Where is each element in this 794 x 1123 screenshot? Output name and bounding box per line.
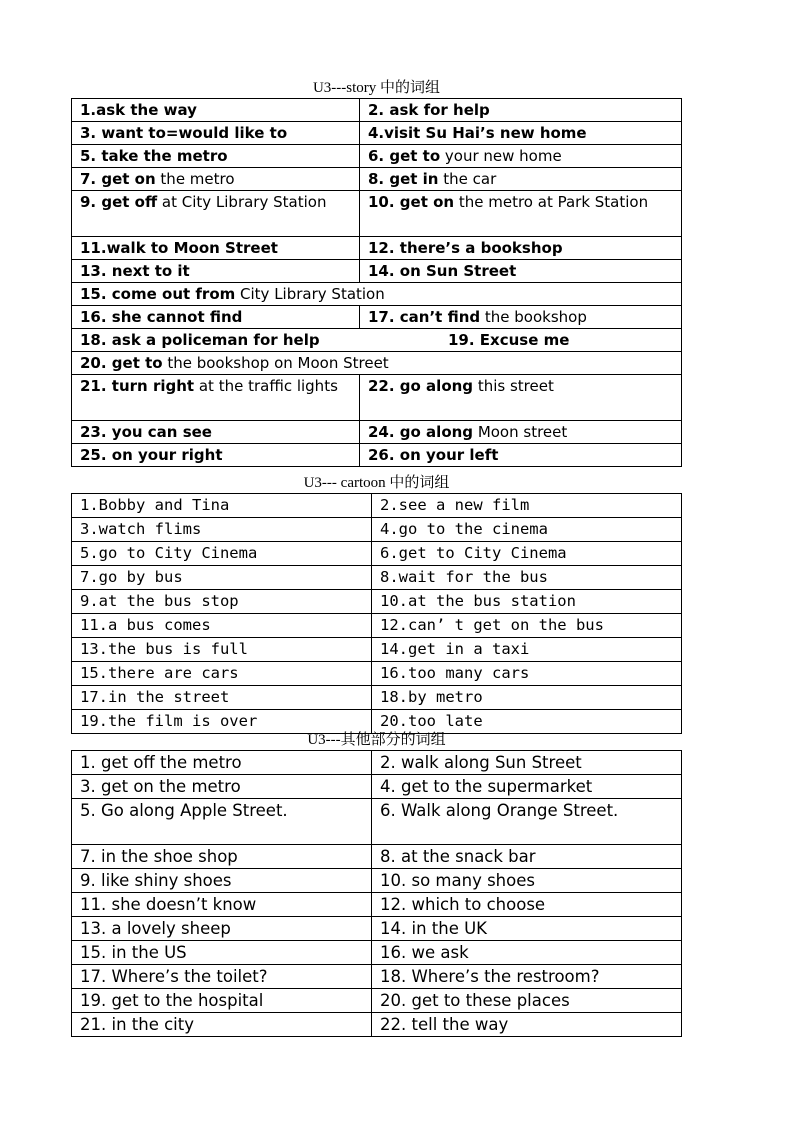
phrase-cell: 16. she cannot find [72,306,360,329]
phrase-cell: 5. take the metro [72,145,360,168]
table-row [72,614,682,638]
phrase-cell: 8. get in the car [360,168,682,191]
table-row [72,237,682,260]
table-row [72,662,682,686]
phrase-cell: 17. Where’s the toilet? [72,965,372,989]
phrase-cell: 17. can’t find the bookshop [360,306,682,329]
table-row [72,283,682,306]
phrase-cell: 5. Go along Apple Street. [72,799,372,845]
phrase-cell: 22. tell the way [372,1013,682,1037]
phrase-cell: 1.ask the way [72,99,360,122]
table-row [72,751,682,775]
phrase-cell: 26. on your left [360,444,682,467]
phrase-cell: 1. get off the metro [72,751,372,775]
phrase-cell: 25. on your right [72,444,360,467]
phrase-cell: 11.walk to Moon Street [72,237,360,260]
table-row [72,917,682,941]
table-row [72,893,682,917]
phrase-right: 19. Excuse me [448,331,570,349]
phrase-cell: 10. get on the metro at Park Station [360,191,682,237]
table-row [72,329,682,352]
phrase-cell: 6.get to City Cinema [372,542,682,566]
other-phrase-table [71,750,682,1037]
table-row [72,306,682,329]
phrase-cell: 24. go along Moon street [360,421,682,444]
phrase-cell: 5.go to City Cinema [72,542,372,566]
table-row [72,191,682,237]
table-row [72,260,682,283]
table-row [72,122,682,145]
phrase-cell: 11. she doesn’t know [72,893,372,917]
phrase-cell: 23. you can see [72,421,360,444]
phrase-cell: 22. go along this street [360,375,682,421]
phrase-cell: 20.too late [372,710,682,734]
phrase-cell: 17.in the street [72,686,372,710]
phrase-cell: 14.get in a taxi [372,638,682,662]
phrase-cell: 13. next to it [72,260,360,283]
phrase-cell: 6. get to your new home [360,145,682,168]
table-row [72,566,682,590]
phrase-cell: 3.watch flims [72,518,372,542]
section-title-other: U3---其他部分的词组 [307,732,446,748]
phrase-cell: 2. walk along Sun Street [372,751,682,775]
table-row [72,352,682,375]
phrase-cell: 12. which to choose [372,893,682,917]
table-row [72,869,682,893]
phrase-cell: 9. get off at City Library Station [72,191,360,237]
phrase-cell: 16.too many cars [372,662,682,686]
table-row [72,145,682,168]
phrase-cell: 13.the bus is full [72,638,372,662]
table-row [72,590,682,614]
phrase-cell: 3. want to=would like to [72,122,360,145]
phrase-cell: 13. a lovely sheep [72,917,372,941]
table-row [72,168,682,191]
table-row [72,444,682,467]
phrase-cell: 14. in the UK [372,917,682,941]
phrase-cell: 11.a bus comes [72,614,372,638]
table-row [72,375,682,421]
phrase-cell: 8.wait for the bus [372,566,682,590]
table-row [72,775,682,799]
phrase-cell: 12.can’ t get on the bus [372,614,682,638]
phrase-cell: 20. get to these places [372,989,682,1013]
phrase-cell: 21. turn right at the traffic lights [72,375,360,421]
phrase-cell: 16. we ask [372,941,682,965]
phrase-cell: 12. there’s a bookshop [360,237,682,260]
phrase-cell: 1.Bobby and Tina [72,494,372,518]
phrase-cell: 10. so many shoes [372,869,682,893]
cartoon-phrase-table [71,493,682,734]
table-row [72,989,682,1013]
phrase-cell: 8. at the snack bar [372,845,682,869]
phrase-cell: 7.go by bus [72,566,372,590]
phrase-cell: 4. get to the supermarket [372,775,682,799]
phrase-cell: 18. Where’s the restroom? [372,965,682,989]
table-row [72,638,682,662]
story-phrase-table [71,98,682,467]
phrase-cell: 15.there are cars [72,662,372,686]
phrase-cell: 9.at the bus stop [72,590,372,614]
phrase-cell: 9. like shiny shoes [72,869,372,893]
phrase-cell: 10.at the bus station [372,590,682,614]
table-row [72,845,682,869]
phrase-cell: 20. get to the bookshop on Moon Street [72,352,682,375]
phrase-cell: 4.go to the cinema [372,518,682,542]
phrase-cell: 7. get on the metro [72,168,360,191]
table-row [72,421,682,444]
phrase-cell: 14. on Sun Street [360,260,682,283]
phrase-cell: 6. Walk along Orange Street. [372,799,682,845]
phrase-cell: 2.see a new film [372,494,682,518]
table-row [72,710,682,734]
phrase-cell: 2. ask for help [360,99,682,122]
phrase-cell: 3. get on the metro [72,775,372,799]
phrase-cell: 18.by metro [372,686,682,710]
phrase-cell: 21. in the city [72,1013,372,1037]
table-row [72,965,682,989]
phrase-cell: 7. in the shoe shop [72,845,372,869]
table-row [72,686,682,710]
phrase-cell: 15. in the US [72,941,372,965]
phrase-cell: 4.visit Su Hai’s new home [360,122,682,145]
phrase-cell: 19. get to the hospital [72,989,372,1013]
table-row [72,941,682,965]
table-row [72,518,682,542]
section-title-story: U3---story 中的词组 [312,80,441,96]
phrase-cell: 15. come out from City Library Station [72,283,682,306]
table-row [72,1013,682,1037]
section-title-cartoon: U3--- cartoon 中的词组 [303,475,450,491]
table-row [72,494,682,518]
table-row [72,799,682,845]
phrase-cell: 18. ask a policeman for help 19. Excuse me [72,329,682,352]
table-row [72,542,682,566]
phrase-cell: 19.the film is over [72,710,372,734]
table-row [72,99,682,122]
